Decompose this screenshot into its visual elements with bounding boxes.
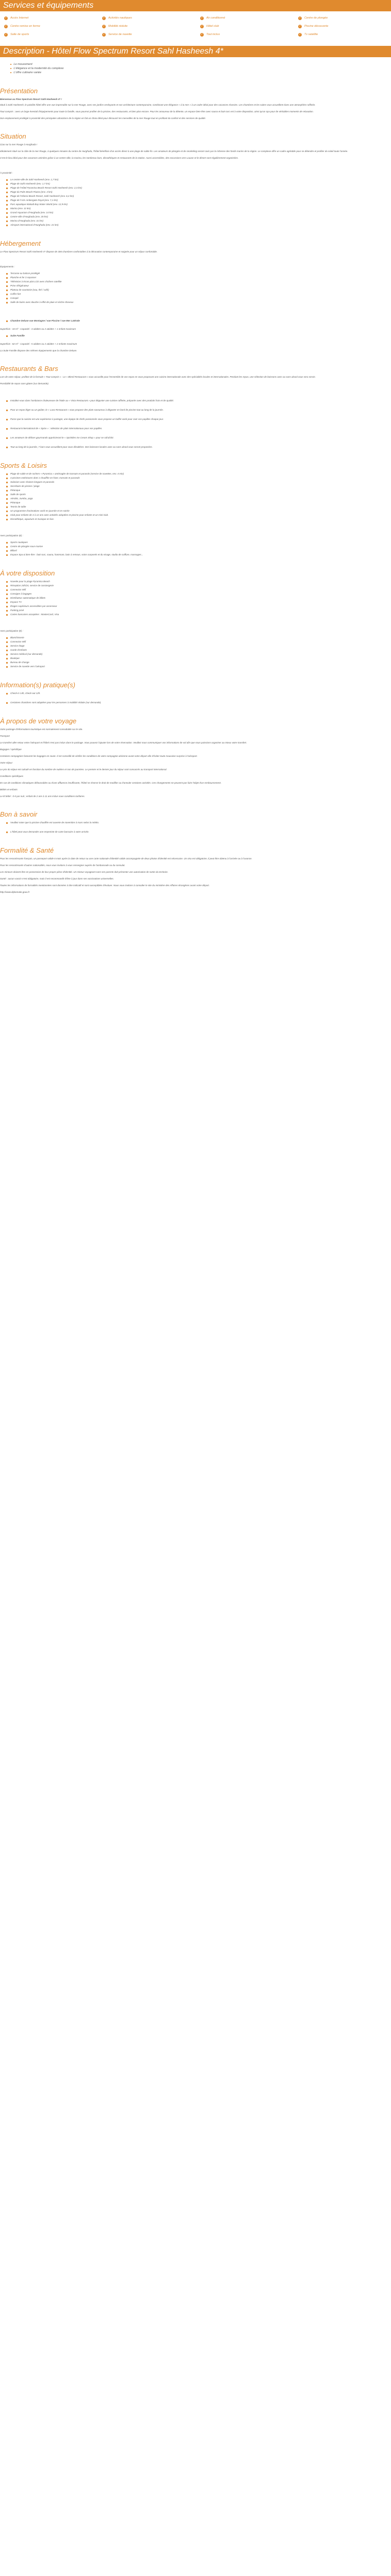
list-item: Installez-vous dans l'ambiance chaleureuse de l'Italie au « Vista Restaurant » pour déguster une cuisine raffinée, préparée avec des produits frais et de qualité. [0, 399, 391, 403]
list-item: Plateau de courtoisie (eau, thé / café) [0, 288, 391, 292]
sports-paid-list [0, 540, 391, 557]
paragraph: Bagages / spécifique [0, 748, 22, 751]
paragraph: Toutes les informations de formalités mentionnées sont données à titre indicatif et sont susceptibles d'évoluer. Nous vous invitons à consulter le site du ministère des Affaires étrangères avant votre départ. [0, 884, 210, 887]
description-bullets [10, 62, 391, 75]
check-icon: ✓ [299, 33, 301, 36]
list-item: Salle de sports [0, 493, 391, 497]
check-icon: ✓ [299, 16, 301, 20]
list-item: Espace Spa & bien-être : bain turc, sauna, hammam, bain à remous, soins corporels et du visage, studio de coiffure, massages... [0, 553, 391, 557]
services-grid [0, 11, 391, 44]
list-item: Plage de sable et de rochers « Pyramisa » aménagée de transats et parasols (service de navettes, env. 4 min) [0, 472, 391, 476]
paragraph: Conditions spécifiques [0, 775, 24, 777]
list-item: Canapé [0, 296, 391, 300]
paragraph: Pour les ressortissants français, un passeport valide 6 mois après la date de retour ou une carte nationale d'identité valide accompagnée de deux photos d'identité est nécessaire. Un visa est obligatoire, il peut être obtenu à l'arrivée ou à l'avance. [0, 857, 252, 860]
list-item: Parking privé [0, 608, 391, 613]
description-bullet: ■ L'offre culinaire variée [10, 71, 391, 75]
list-item [0, 334, 391, 338]
service-item [200, 33, 298, 37]
paragraph: Certaines compagnies facturent les bagages en soute. Il est conseillé de vérifier les conditions de votre compagnie aérienne avant votre départ afin d'éviter toute mauvaise surprise à l'aéroport. [0, 755, 198, 757]
list-item: Marina d'Hurghada (env. 31 km) [0, 219, 391, 223]
list-item: Restaurant international de « Spice » : sélection de plats internationaux pour vos papilles. [0, 427, 391, 431]
paragraph: Transport [0, 735, 10, 737]
description-bullet: ■ Le mouvement [10, 62, 391, 66]
list-item: Connexion Wifi [0, 588, 391, 592]
situation-para: Idéalement situé sur la côte de la mer Rouge, à quelques minutes du centre de Hurghada, l'hôtel bénéficie d'un accès direct à une plage de sable fin. Les amateurs de plongée et de snorkeling seront ravis par la richesse des fonds marins de la région. Le complexe offre un cadre agréable pour se détendre et profiter du soleil toute l'année. [0, 150, 348, 152]
list-item: Pétanque [0, 488, 391, 493]
disposition-paid-list [0, 636, 391, 669]
service-item [298, 16, 391, 20]
restaurants-para: Lors de votre séjour, profitez de la formule « Tout compris » : Le « Blend Restaurant » vous accueille pour l'ensemble de vos repas en vous proposant une cuisine internationale avec des spécialités locales et internationales. Pendant les repas, une sélection de boissons avec ou sans alcool vous sera servie. [0, 376, 316, 378]
service-item [200, 25, 298, 28]
service-label: Centre remise en forme [10, 25, 40, 28]
check-icon: ✓ [5, 33, 7, 36]
sports-list [0, 472, 391, 521]
presentation-para: Son emplacement privilégié à proximité des principales attractions de la région en fait un choix idéal pour découvrir les merveilles de la mer Rouge tout en profitant du confort et des services de qualité. [0, 117, 206, 120]
list-item: Secrétaire de piscine / plage [0, 484, 391, 488]
paragraph: Votre séjour [0, 761, 13, 764]
check-icon: ✓ [201, 33, 203, 36]
list-item: Club pour enfants de 4 à 12 ans avec activités adaptées et piscine pour enfants et un mini-club. [0, 513, 391, 517]
list-item: Plage de Sahl Hasheesh (env. 1,7 km) [0, 182, 391, 186]
room-note: La Suite Famille dispose des mêmes équipements que la chambre Deluxe. [0, 349, 77, 352]
list-item: Les amateurs de délices gourmands apprécieront le « Sprinkles Ice Cream Shop » pour se rafraîchir. [0, 436, 391, 440]
formalites-title: Formalité & Santé [0, 846, 54, 854]
list-item: Tout au long de la journée, 7 bars vous accueillent pour vous désaltérer. Des boissons locales avec ou sans alcool vous seront proposées. [0, 445, 391, 449]
check-icon: ✓ [103, 33, 105, 36]
presentation-para: Tout compris : avec un large éventail d'équipements pour toute la famille, vous pourrez profiter de la piscine, des restaurants, et bien plus encore. Pour les amoureux de la détente, un espace bien-être avec sauna et bain turc est à votre disposition, ainsi qu'un spa pour de véritables moments de relaxation. [0, 110, 314, 113]
paragraph: Les mineurs doivent être en possession de leur propre pièce d'identité. Un mineur voyageant sans ses parents doit présenter une autorisation de sortie du territoire. [0, 871, 169, 873]
list-item: Sports nautiques [0, 540, 391, 545]
description-header: Description - Hôtel Flow Spectrum Resort Sahl Hasheesh 4* [0, 46, 391, 57]
formalites-paras [0, 857, 391, 894]
service-item [102, 25, 200, 28]
service-item [200, 16, 298, 20]
list-item: Cartes bancaires acceptées : MasterCard, Visa [0, 613, 391, 617]
nearby-label: À proximité : [0, 172, 13, 174]
list-item: Distributeur automatique de billets [0, 596, 391, 600]
list-item: Plage de l'Oberoi Beach Resort, Sahl Hasheesh (env. 6,2 km) [0, 194, 391, 198]
list-item: Parc aquatique Makadi Bay Water World (env. 12,9 km) [0, 202, 391, 207]
service-item [4, 33, 102, 37]
list-item: Veuillez noter que la piscine chauffée est ouverte de novembre à mars selon la météo. [0, 821, 391, 825]
list-item: Le centre-ville de Sahl Hasheesh (env. 1,7 km) [0, 178, 391, 182]
bonasavoir-title: Bon à savoir [0, 810, 38, 818]
service-label: Mobilité réduite [108, 25, 128, 28]
list-item: Planche et fer à repasser [0, 276, 391, 280]
service-label: Centre de plongée [304, 16, 328, 20]
room-detail: Superficie : 34 m² - Capacité : 3 adultes ou 2 adultes + 1 enfant maximum [0, 328, 76, 330]
sports-paid-label: Avec participation (€) : [0, 534, 23, 537]
infos-list [0, 691, 391, 705]
paragraph: Le transfert aller-retour entre l'aéroport et l'hôtel n'est pas inclus dans le package. Vous pouvez l'ajouter lors de votre réservation. Veuillez nous communiquer vos informations de vol afin que nous puissions organiser au mieux votre transfert. [0, 741, 247, 744]
paragraph: Pour les ressortissants d'autres nationalités, nous vous invitons à vous renseigner auprès de l'ambassade ou du consulat. [0, 864, 125, 867]
service-label: Service de navette [108, 33, 132, 36]
list-item: Terrasse ou balcon privilégié [0, 272, 391, 276]
list-item: Service étage [0, 644, 391, 648]
list-item: Parce que la cuisine est une expérience à partager, une équipe de chefs passionnés vous propose un buffet varié pour ravir vos papilles chaque jour. [0, 417, 391, 421]
hebergement-para: Le Flow Spectrum Resort Sahl Hasheesh 4* dispose de 306 chambres confortables à la décoration contemporaine et soignée pour un séjour confortable. [0, 250, 158, 253]
list-item: Service médical (sur demande) [0, 652, 391, 656]
service-item [298, 25, 391, 28]
list-item: Connexion Wifi [0, 640, 391, 644]
list-item: Prise réfrigérateur [0, 284, 391, 288]
situation-para: Ciao sur la mer Rouge à Hurghada ! [0, 143, 38, 146]
list-item: Billard [0, 549, 391, 553]
list-item: Réception 24h/24, service de conciergerie [0, 584, 391, 588]
list-item: Aéroport international d'Hurghada (env. 21 km) [0, 223, 391, 227]
restaurants-list [0, 399, 391, 449]
list-item: Pour un repas léger ou un goûter, le « Lava Restaurant » vous propose des plats savoureux à déguster en bord de piscine tout au long de la journée. [0, 408, 391, 412]
services-header: Services et équipements [0, 0, 391, 11]
check-icon: ✓ [5, 16, 7, 20]
list-item: Plage de l'Arts Ambergate Royal (env. 7,1 km) [0, 198, 391, 202]
paragraph: http://www.diplomatie.gouv.fr [0, 891, 30, 893]
list-item: Centre-ville d'Hurghada (env. 20 km) [0, 215, 391, 219]
list-item [0, 319, 391, 323]
restaurants-title: Restaurants & Bars [0, 365, 58, 372]
disposition-title: À votre disposition [0, 569, 55, 577]
disposition-list [0, 580, 391, 617]
presentation-title: Présentation [0, 87, 38, 95]
presentation-para: Situé à Sahl Hasheesh, le paisible hôtel offre une vue imprenable sur la mer Rouge, avec ses jardins verdoyants et son architecture contemporaine, combinant une élégance « à la mer » à un cadre idéal pour des vacances réussies. Les chambres et les suites vous accueillent dans une atmosphère raffinée. [0, 104, 316, 106]
room-name: Chambre Deluxe vue Montagne / vue Piscine / vue Mer Latérale [10, 319, 80, 322]
check-icon: ✓ [201, 16, 203, 20]
list-item: Service de navette vers l'aéroport [0, 665, 391, 669]
paragraph: Le prix du séjour est calculé en fonction du nombre de nuitées et non de journées. Le premier et le dernier jour du séjour sont consacrés au transport international. [0, 768, 167, 771]
list-item: Bureau de change [0, 660, 391, 665]
check-icon: ✓ [5, 25, 7, 28]
service-label: Hôtel club [206, 25, 219, 28]
service-label: Accès Internet [10, 16, 29, 20]
presentation-lead: Bienvenue au Flow Spectrum Resort Sahl Hasheesh 4* ! [0, 98, 62, 100]
paragraph: Votre package d'informations touristique est normalement consultable sur le site. [0, 728, 83, 731]
list-item: Salle de bains avec douche à effet de pluie et sèche-cheveux [0, 300, 391, 304]
situation-title: Situation [0, 132, 26, 140]
list-item: 4 piscines extérieures dont 1 chauffée en hiver, transats et parasols [0, 476, 391, 480]
list-item: Solarium avec chaises longues et parasols [0, 480, 391, 484]
equipments-list [0, 272, 391, 304]
paragraph: Bébés et enfants [0, 788, 18, 791]
service-item [102, 33, 200, 37]
list-item: Aérobic, zumba, yoga [0, 497, 391, 501]
service-label: Activités nautiques [108, 16, 132, 20]
service-label: Air conditionné [206, 16, 225, 20]
list-item: Discothèque, aquarium et musique en live. [0, 517, 391, 521]
equipments-label: Équipements : [0, 265, 15, 268]
list-item: Tennis de table [0, 505, 391, 509]
description-bullet: ■ L'élégance et la modernité du complexe [10, 66, 391, 71]
list-item: Blanchisserie [0, 636, 391, 640]
check-icon: ✓ [201, 25, 203, 28]
check-icon: ✓ [103, 16, 105, 20]
room-detail: Superficie : 82 m² - Capacité : 5 adultes ou 2 adultes + 2 enfants maximum [0, 343, 77, 345]
service-item [102, 16, 200, 20]
service-item [298, 33, 391, 37]
room-type-list [0, 319, 391, 323]
service-label: Salle de sports [10, 33, 29, 36]
situation-para: C'est le lieu idéal pour des vacances animées grâce à un centre-ville, la marina, les nombreux bars, discothèques et restaurants de la station. Aussi accessibles, des excursions vers Louxor et le désert sont régulièrement organisées. [0, 157, 239, 159]
paragraph: En cas de conditions climatiques défavorables ou d'une affluence insuffisante, l'hôtel se réserve le droit de modifier ou d'annuler certaines activités. Ces changements ne peuvent pas faire l'objet d'un remboursement. [0, 782, 222, 784]
service-label: Tout inclus [206, 33, 220, 36]
list-item: Coffre-fort [0, 292, 391, 296]
nearby-list [0, 178, 391, 227]
room-type-list [0, 334, 391, 338]
check-icon: ✓ [299, 25, 301, 28]
list-item: Boutique [0, 656, 391, 660]
disposition-paid-label: Avec participation (€) : [0, 630, 23, 632]
paragraph: Santé : aucun vaccin n'est obligatoire, mais il est recommandé d'être à jour dans ses vaccinations universelles. [0, 877, 114, 880]
list-item: Check-in 14h, check-out 12h. [0, 691, 391, 696]
service-item [4, 25, 102, 28]
list-item: Marina (env. 11 km) [0, 207, 391, 211]
bonasavoir-list [0, 821, 391, 834]
savoir-paras [0, 727, 391, 798]
paragraph: Le lit bébé : 0 € par nuit ; enfant de 2 ans à 11 ans inclus sous conditions tarifaires. [0, 795, 85, 798]
list-item: Espace TV [0, 600, 391, 604]
list-item: L'hôtel peut vous demander une empreinte de carte bancaire à votre arrivée. [0, 830, 391, 834]
list-item: Plage de l'Hôtel Pyramisa Beach Resort Sahl Hasheesh (env. 2,3 km) [0, 186, 391, 190]
list-item: Consigne à bagages [0, 592, 391, 596]
list-item: Étages supérieurs accessibles par ascenseur [0, 604, 391, 608]
list-item: Navette pour la plage Pyramisa Beach [0, 580, 391, 584]
service-label: Tv satellite [304, 33, 318, 36]
list-item: Centre de plongée sous-marine [0, 545, 391, 549]
list-item: Grand Aquarium d'Hurghada (env. 14 km) [0, 211, 391, 215]
hebergement-title: Hébergement [0, 240, 41, 247]
check-icon: ✓ [103, 25, 105, 28]
list-item: Plage du Palm Beach Piazza (env. 4 km) [0, 190, 391, 194]
main-content [0, 87, 391, 894]
list-item: Télévision à écran plat LCD avec chaînes satellite [0, 280, 391, 284]
restaurants-para: Possibilité de repas sans gluten (sur demande). [0, 382, 50, 385]
list-item: Certaines chambres sont adaptées pour les personnes à mobilité réduite (sur demande). [0, 701, 391, 705]
list-item: Garde d'enfants [0, 648, 391, 652]
service-item [4, 16, 102, 20]
room-name: Suite Famille [10, 334, 25, 337]
page [0, 0, 391, 897]
list-item: Pétanque [0, 501, 391, 505]
sports-title: Sports & Loisirs [0, 462, 47, 469]
list-item: Un programme d'animations varié en journée et en soirée [0, 509, 391, 513]
service-label: Piscine découverte [304, 25, 329, 28]
savoir-title: À propos de votre voyage [0, 717, 77, 725]
infos-title: Information(s) pratique(s) [0, 681, 75, 689]
